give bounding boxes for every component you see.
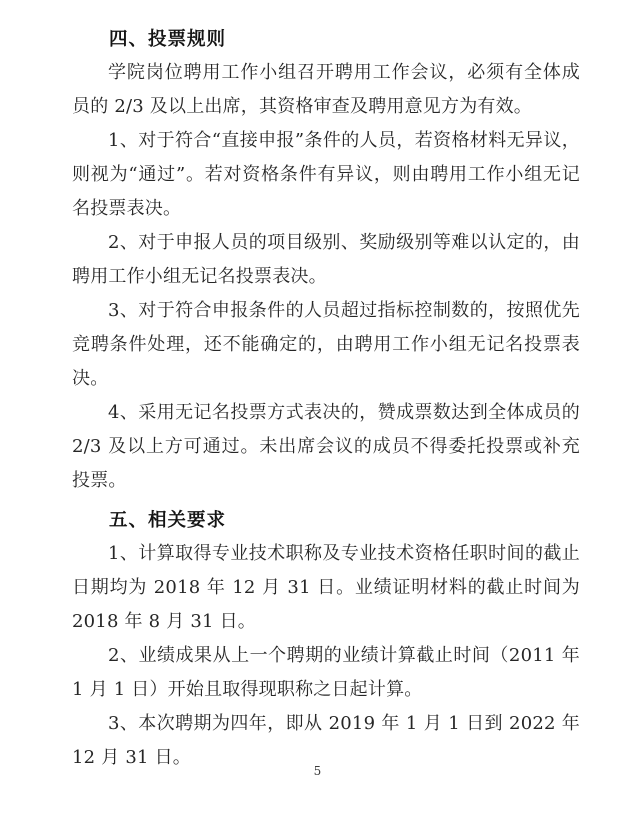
paragraph-requirement-3: 3、本次聘期为四年，即从 2019 年 1 月 1 日到 2022 年 12 月 31 日。 (72, 713, 580, 768)
paragraph-requirement-2: 2、业绩成果从上一个聘期的业绩计算截止时间（2011 年 1 月 1 日）开始且取得现职称之日起计算。 (72, 645, 580, 700)
paragraph-rule-3: 3、对于符合申报条件的人员超过指标控制数的，按照优先竞聘条件处理，还不能确定的，由聘用工作小组无记名投票表决。 (72, 300, 580, 389)
page-number: 5 (313, 764, 322, 778)
paragraph-rule-1: 1、对于符合“直接申报”条件的人员，若资格材料无异议，则视为“通过”。若对资格条件有异议，则由聘用工作小组无记名投票表决。 (72, 130, 580, 219)
page-footer (0, 760, 635, 779)
section-heading-related-requirements: 五、相关要求 (109, 509, 227, 530)
section-heading-voting-rules: 四、投票规则 (109, 28, 227, 49)
paragraph-quorum-rule: 学院岗位聘用工作小组召开聘用工作会议，必须有全体成员的 2/3 及以上出席，其资格审查及聘用意见方为有效。 (72, 62, 580, 117)
paragraph-rule-2: 2、对于申报人员的项目级别、奖励级别等难以认定的，由聘用工作小组无记名投票表决。 (72, 232, 580, 287)
document-body (72, 22, 580, 775)
paragraph-rule-4: 4、采用无记名投票方式表决的，赞成票数达到全体成员的 2/3 及以上方可通过。未出席会议的成员不得委托投票或补充投票。 (72, 402, 580, 491)
paragraph-requirement-1: 1、计算取得专业技术职称及专业技术资格任职时间的截止日期均为 2018 年 12 月 31 日。业绩证明材料的截止时间为 2018 年 8 月 31 日。 (72, 543, 580, 632)
